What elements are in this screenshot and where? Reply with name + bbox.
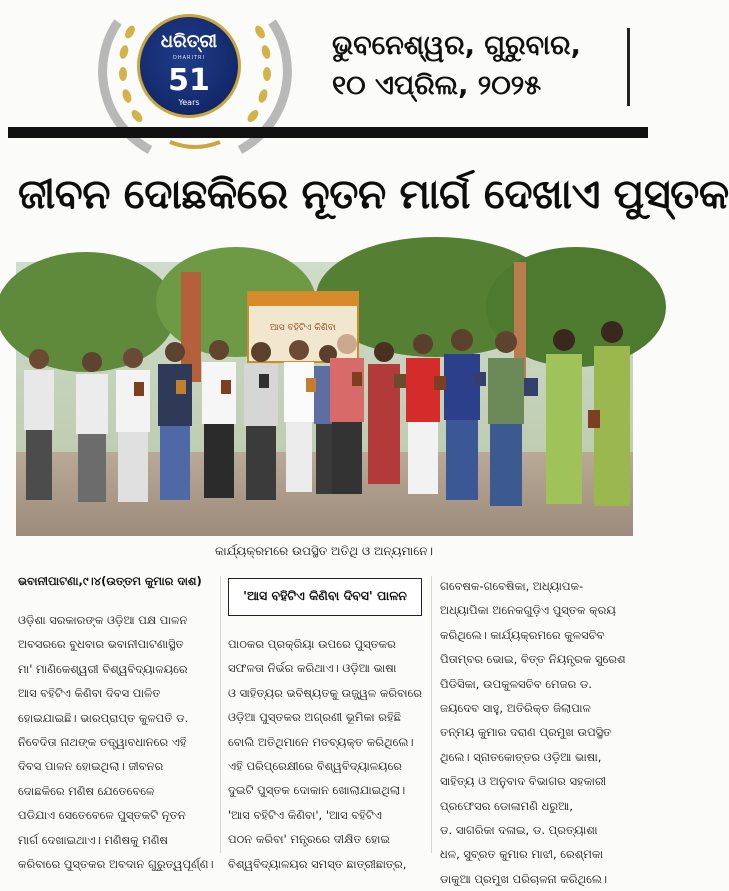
masthead-divider (627, 28, 630, 106)
text-line: ନିବେଦିତା ନାଥଙ୍କ ତତ୍ତ୍ୱାବଧାନରେ ଏହି (18, 735, 187, 750)
article-column-2 (228, 632, 423, 876)
text-line: ପ୍ରଫେସର ଡୋଳାମଣି ଧରୁଆ, (440, 798, 573, 813)
text-line: ଥିଲେ। ସ୍ନାତକୋତ୍ତର ଓଡ଼ିଆ ଭାଷା, (440, 749, 602, 764)
photo-caption: କାର୍ଯ୍ୟକ୍ରମରେ ଉପସ୍ଥିତ ଅତିଥି ଓ ଅନ୍ୟମାନେ। (215, 544, 433, 558)
brand-logo-text: ଧରିତ୍ରୀ (160, 31, 218, 52)
text-line: ସଫଳତା ନିର୍ଭର କରିଥାଏ। ଓଡ଼ିଆ ଭାଷା (228, 661, 397, 676)
text-line: ଦୁଇଟି ପୁସ୍ତକ ଦୋକାନ ଖୋଲାଯାଇଥିଲା। (228, 783, 406, 798)
dateline (332, 26, 602, 106)
text-line: ଓ ସାହିତ୍ୟର ଭବିଷ୍ୟତକୁ ଉଜ୍ଜ୍ୱଳ କରିବାରେ (228, 685, 423, 700)
text-line: ପିତାମ୍ବର ଭୋଇ, ବିତ୍ତ ନିୟନ୍ତ୍ରକ ସୁରେଶ (440, 652, 626, 667)
text-line: ମା' ମାଣିକେଶ୍ୱରୀ ବିଶ୍ୱବିଦ୍ୟାଳୟରେ (18, 661, 188, 676)
photo-banner-text: ଆସ ବହିଟିଏ କିଣିବା (270, 323, 336, 333)
anniversary-word: Years (178, 98, 200, 107)
event-photo (16, 262, 633, 536)
text-line: ଆସ ବହିଟିଏ କିଣିବା ଦିବସ ପାଳିତ (18, 686, 161, 701)
article-subhead: 'ଆସ ବହିଟିଏ କିଣିବା ଦିବସ' ପାଳନ (228, 578, 422, 616)
text-line: ପଡିଯାଏ ସେତେବେଳେ ପୁସ୍ତକଟି ନୂତନ (18, 808, 186, 823)
text-line: ଦିବସ ପାଳନ ହୋଇଥିଲା। ଜୀବନର (18, 759, 164, 774)
dateline-date: ୧୦ ଏପ୍ରିଲ, ୨୦୨୫ (332, 70, 542, 101)
text-line: ସାହିତ୍ୟ ଓ ଅନୁବାଦ ବିଭାଗର ସହକାରୀ (440, 774, 607, 789)
masthead-rule (8, 127, 648, 138)
article-column-1 (18, 608, 214, 876)
masthead (0, 0, 648, 150)
text-line: ହୋଇଯାଇଛି। ଭାରପ୍ରାପ୍ତ କୁଳପତି ଡ. (18, 710, 189, 725)
text-line: ମାର୍ଗ ଦେଖାଇଥାଏ। ମଣିଷକୁ ମଣିଷ (18, 832, 169, 847)
brand-subtext: DHARITRI (173, 55, 205, 61)
text-line: ଜୟଦେବ ସାହୁ, ଅତିରିକ୍ତ ଜିଲାପାଳ (440, 701, 591, 716)
column-gutter (220, 576, 221, 853)
text-line: କରିଥିଲେ। କାର୍ଯ୍ୟକ୍ରମରେ କୁଳସଚିବ (440, 627, 605, 642)
text-line: ତନ୍ମୟ କୁମାର ଦରାଣ ପ୍ରମୁଖ ଉପସ୍ଥିତ (440, 725, 612, 740)
anniversary-number: 51 (168, 63, 210, 98)
text-line: ଡ. ସାଗରିକା ଦଳାଇ, ଡ. ପ୍ରତ୍ୟାଶା (440, 823, 598, 838)
text-line: ଏହି ପରିପ୍ରେକ୍ଷୀରେ ବିଶ୍ୱବିଦ୍ୟାଳୟରେ (228, 759, 402, 774)
article-column-3 (440, 574, 636, 891)
text-line: ପିଡିସିକା, ଉପକୁଳସଚିବ ମେଜର ଡ. (440, 676, 593, 691)
headline: ଜୀବନ ଦୋଛକିରେ ନୂତନ ମାର୍ଗ ଦେଖାଏ ପୁସ୍ତକ (18, 170, 729, 218)
text-line: ଗବେଷକ-ଗବେଷିକା, ଅଧ୍ୟାପକ- (440, 579, 584, 593)
text-line: ଅଧ୍ୟାପିକା ଅନେକଗୁଡ଼ିଏ ପୁସ୍ତକ କ୍ରୟ (440, 603, 616, 618)
text-line: ବୋଲି ଅତିଥିମାନେ ମତବ୍ୟକ୍ତ କରିଥିଲେ। (228, 734, 414, 749)
text-line: ଡାକୁଆ ପ୍ରମୁଖ ପରିଚାଳନା କରିଥିଲେ। (440, 871, 608, 886)
text-line: 'ଆସ ବହିଟିଏ କିଣିବା', 'ଆସ ବହିଟିଏ (228, 807, 382, 822)
column-gutter (431, 576, 432, 853)
text-line: ପଠନ କରିବା' ମନ୍ତ୍ରରେ ଦୀକ୍ଷିତ ହୋଇ (228, 832, 390, 847)
text-line: ଧଳ, ସୁବ୍ରତ କୁମାର ମାଝୀ, ରେଶ୍ମକା (440, 847, 604, 862)
text-line: ଓଡ଼ିଆ ପୁସ୍ତକର ଅଗ୍ରଣୀ ଭୂମିକା ରହିଛି (228, 710, 402, 725)
text-line: ଅବସରରେ ବୁଧବାର ଭବାନୀପାଟଣାସ୍ଥିତ (18, 637, 184, 652)
byline: ଭବାନୀପାଟଣା,୯।୪(ଉତ୍ତମ କୁମାର ଦାଶ) (18, 574, 202, 588)
dateline-place-day: ଭୁବନେଶ୍ୱର, ଗୁରୁବାର, (332, 30, 581, 61)
text-line: ଓଡ଼ିଶା ସରକାରଙ୍କ ଓଡ଼ିଆ ପକ୍ଷ ପାଳନ (18, 613, 188, 627)
text-line: ଦୋଛକିରେ ମଣିଷ ଯେତେବେଳେ (18, 783, 155, 798)
text-line: ବିଶ୍ୱବିଦ୍ୟାଳୟର ସମସ୍ତ ଛାତ୍ରୀଛାତ୍ର, (228, 856, 407, 871)
text-line: ପାଠକର ପ୍ରକ୍ରିୟା ଉପରେ ପୁସ୍ତକର (228, 637, 396, 651)
logo-badge (137, 14, 241, 118)
text-line: କରିବାରେ ପୁସ୍ତକର ଅବଦାନ ଗୁରୁତ୍ୱପୂର୍ଣ୍ଣ। (18, 857, 214, 872)
